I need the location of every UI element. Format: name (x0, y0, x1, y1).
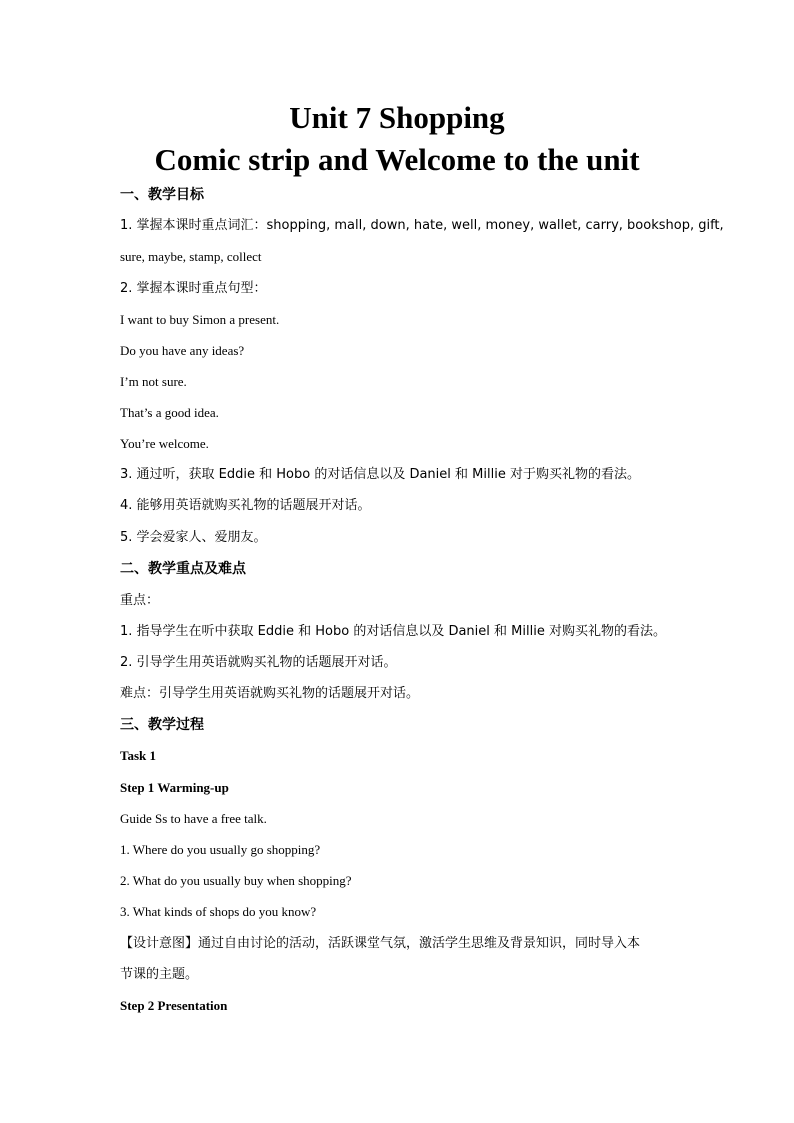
sentence-2: Do you have any ideas? (120, 343, 245, 358)
question-2: 2. What do you usually buy when shopping? (120, 873, 352, 888)
section-heading-process: 三、教学过程 (120, 717, 204, 733)
difficulty: 难点：引导学生用英语就购买礼物的话题展开对话。 (120, 686, 420, 701)
sentence-1: I want to buy Simon a present. (120, 312, 280, 327)
key-point-2: 2. 引导学生用英语就购买礼物的话题展开对话。 (120, 655, 397, 670)
objective-3: 3. 通过听，获取 Eddie 和 Hobo 的对话信息以及 Daniel 和 Millie 对于购买礼物的看法。 (120, 467, 640, 482)
question-1: 1. Where do you usually go shopping? (120, 842, 321, 857)
step-1-heading: Step 1 Warming-up (120, 780, 229, 795)
design-intent-line-1: 【设计意图】通过自由讨论的活动，活跃课堂气氛，激活学生思维及背景知识，同时导入本 (120, 936, 641, 951)
question-3: 3. What kinds of shops do you know? (120, 904, 317, 919)
sentence-4: That’s a good idea. (120, 405, 219, 420)
objective-5: 5. 学会爱家人、爱朋友。 (120, 530, 267, 545)
section-heading-objectives: 一、教学目标 (120, 187, 204, 203)
sentence-3: I’m not sure. (120, 374, 187, 389)
design-intent-line-2: 节课的主题。 (120, 967, 199, 982)
title-line-2: Comic strip and Welcome to the unit (154, 142, 640, 177)
step-2-heading: Step 2 Presentation (120, 998, 228, 1013)
objective-1-line-2: sure, maybe, stamp, collect (120, 249, 262, 264)
step-1-guide: Guide Ss to have a free talk. (120, 811, 267, 826)
title-line-1: Unit 7 Shopping (289, 100, 505, 135)
objective-4: 4. 能够用英语就购买礼物的话题展开对话。 (120, 498, 371, 513)
objective-1-line-1: 1. 掌握本课时重点词汇：shopping, mall, down, hate, well, money, wallet, carry, bookshop, gift, (120, 218, 724, 233)
task-label: Task 1 (120, 748, 157, 763)
sentence-5: You’re welcome. (120, 436, 209, 451)
key-point-1: 1. 指导学生在听中获取 Eddie 和 Hobo 的对话信息以及 Daniel 和 Millie 对购买礼物的看法。 (120, 624, 666, 639)
objective-2: 2. 掌握本课时重点句型： (120, 281, 267, 296)
key-points-label: 重点： (120, 593, 160, 608)
section-heading-key-points: 二、教学重点及难点 (120, 561, 246, 577)
